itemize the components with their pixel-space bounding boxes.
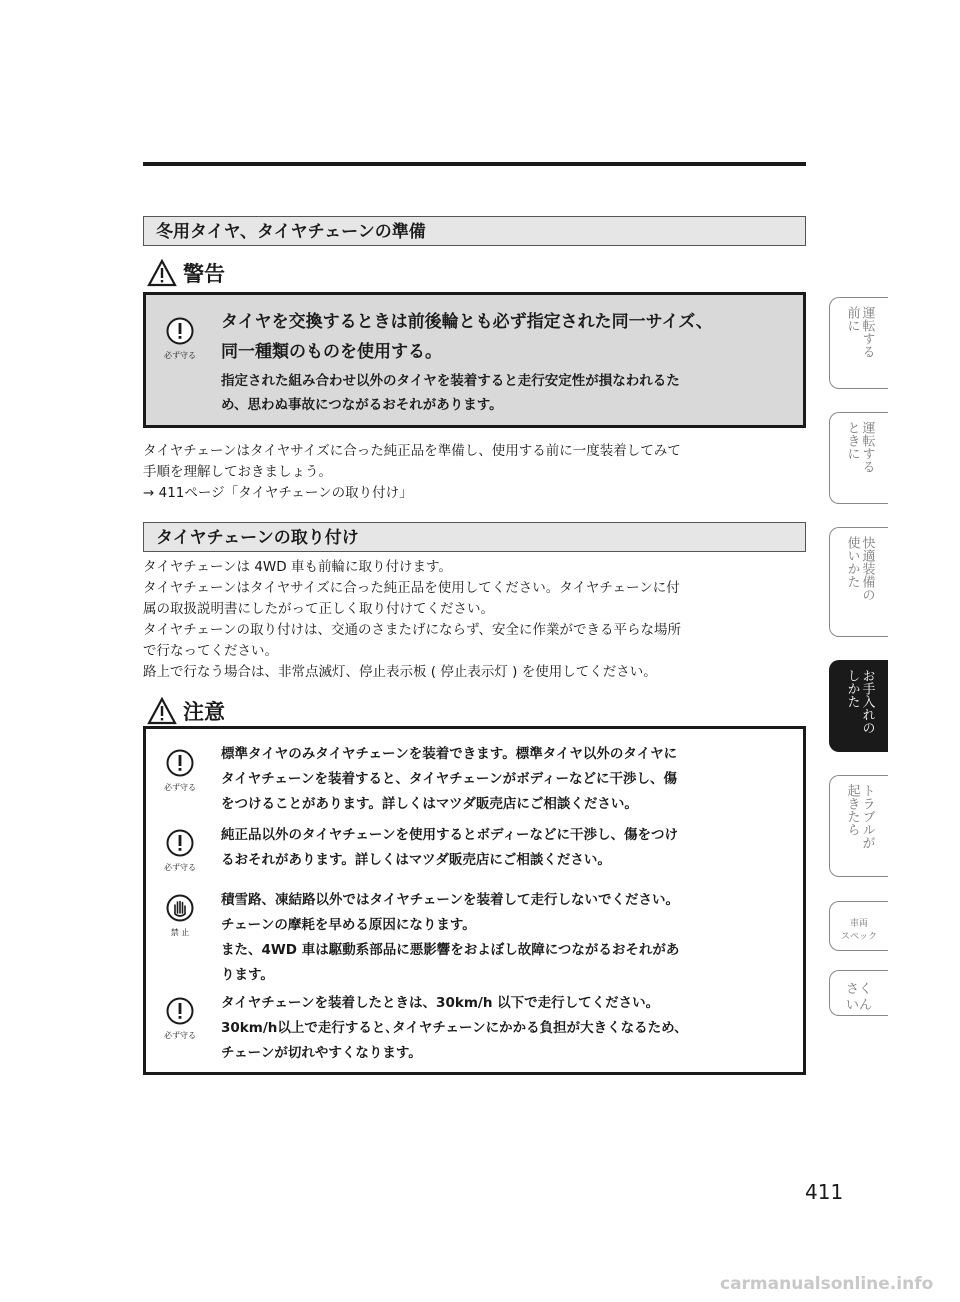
caution-item [221, 991, 799, 1066]
page-number: 411 [805, 1180, 844, 1204]
tab-label: 運転する [859, 306, 875, 358]
symbol-caption: 必ず守る [164, 1031, 196, 1040]
tab-vehicle-specs[interactable] [829, 901, 888, 951]
caution-line: タイヤチェーンを装着すると、タイヤチェーンがボディーなどに干渉し、傷 [221, 771, 678, 787]
caution-line: チェーンが切れやすくなります。 [221, 1045, 422, 1061]
warning-sub-line: め、思わぬ事故につながるおそれがあります。 [221, 397, 503, 413]
warning-main-line: 同一種類のものを使用する。 [221, 342, 442, 362]
tab-label: 運転する [859, 421, 875, 473]
warning-sub-text [221, 369, 801, 417]
mandatory-symbol [155, 749, 205, 793]
caution-line: タイヤチェーンを装着したときは、30km/h 以下で走行してください。 [221, 995, 660, 1011]
caution-label: 注意 [183, 700, 225, 724]
symbol-caption: 必ず守る [164, 783, 196, 792]
caution-heading [147, 696, 225, 726]
para-line: タイヤチェーンはタイヤサイズに合った純正品を準備し、使用する前に一度装着してみて [143, 443, 681, 459]
tab-label: 車両 [849, 918, 868, 929]
warning-main-text [221, 307, 801, 367]
prep-paragraph [143, 441, 808, 504]
tab-label: 使いかた [844, 536, 860, 588]
tab-label: お手入れの [859, 669, 875, 734]
caution-line: チェーンの摩耗を早める原因になります。 [221, 917, 476, 933]
para-line: タイヤチェーンの取り付けは、交通のさまたげにならず、安全に作業ができる平らな場所 [143, 622, 681, 638]
para-line: で行なってください。 [143, 643, 278, 659]
caution-line: るおそれがあります。詳しくはマツダ販売店にご相談ください。 [221, 852, 611, 868]
para-line: 手順を理解しておきましょう。 [143, 464, 332, 480]
warning-triangle-icon [147, 697, 177, 725]
caution-line: 純正品以外のタイヤチェーンを使用するとボディーなどに干渉し、傷をつけ [221, 827, 678, 843]
caution-line: 標準タイヤのみタイヤチェーンを装着できます。標準タイヤ以外のタイヤに [221, 746, 678, 762]
page-reference-link[interactable]: → 411ページ「タイヤチェーンの取り付け」 [143, 485, 413, 501]
caution-line: 積雪路、凍結路以外ではタイヤチェーンを装着して走行しないでください。 [221, 892, 680, 908]
caution-line: をつけることがあります。詳しくはマツダ販売店にご相談ください。 [221, 796, 638, 812]
tab-troubleshooting[interactable] [829, 775, 888, 877]
caution-line: ります。 [221, 967, 274, 983]
warning-heading [147, 258, 225, 288]
tab-index[interactable] [829, 970, 888, 1016]
mandatory-icon [166, 317, 194, 345]
mandatory-symbol [155, 317, 205, 361]
mandatory-icon [166, 829, 194, 857]
tab-before-driving[interactable] [829, 297, 888, 389]
symbol-caption: 禁 止 [170, 928, 190, 937]
prohibition-hand-icon [166, 894, 194, 922]
caution-box [143, 726, 806, 1075]
warning-sub-line: 指定された組み合わせ以外のタイヤを装着すると走行安定性が損なわれるた [221, 373, 680, 389]
symbol-caption: 必ず守る [164, 863, 196, 872]
tab-maintenance[interactable] [829, 660, 888, 752]
tab-comfort-features[interactable] [829, 527, 888, 637]
tab-label: ときに [844, 421, 860, 460]
tab-label: スペック [840, 931, 877, 942]
caution-item [221, 823, 799, 873]
warning-triangle-icon [147, 259, 177, 287]
prohibition-symbol [155, 894, 205, 938]
tab-label: 快適装備の [859, 536, 875, 601]
mandatory-icon [166, 997, 194, 1025]
tab-label: トラブルが [859, 784, 875, 849]
caution-line: 30km/h以上で走行すると､タイヤチェーンにかかる負担が大きくなるため、 [221, 1020, 688, 1036]
para-line: 路上で行なう場合は、非常点滅灯、停止表示板 ( 停止表示灯 ) を使用してください。 [143, 664, 657, 680]
tab-label: しかた [844, 669, 860, 708]
tab-label: 起きたら [844, 784, 860, 836]
warning-main-line: タイヤを交換するときは前後輪とも必ず指定された同一サイズ、 [221, 312, 713, 332]
section-header-chain-install: タイヤチェーンの取り付け [143, 522, 806, 552]
mandatory-symbol [155, 997, 205, 1041]
para-line: 属の取扱説明書にしたがって正しく取り付けてください。 [143, 601, 494, 617]
caution-line: また、4WD 車は駆動系部品に悪影響をおよぼし故障につながるおそれがあ [221, 942, 680, 958]
watermark: carmanualsonline.info [720, 1274, 934, 1294]
warning-label: 警告 [183, 262, 225, 286]
install-paragraph [143, 557, 808, 683]
caution-item [221, 742, 799, 817]
caution-item [221, 888, 799, 988]
symbol-caption: 必ず守る [164, 351, 196, 360]
tab-label: さく [845, 981, 872, 997]
section-header-winter-prep: 冬用タイヤ、タイヤチェーンの準備 [143, 216, 806, 246]
tab-label: 前に [844, 306, 860, 332]
para-line: タイヤチェーンは 4WD 車も前輪に取り付けます。 [143, 559, 452, 575]
warning-box [143, 292, 806, 428]
mandatory-symbol [155, 829, 205, 873]
mandatory-icon [166, 749, 194, 777]
para-line: タイヤチェーンはタイヤサイズに合った純正品を使用してください。タイヤチェーンに付 [143, 580, 680, 596]
tab-label: いん [845, 997, 872, 1013]
top-rule [143, 162, 806, 166]
tab-while-driving[interactable] [829, 412, 888, 504]
